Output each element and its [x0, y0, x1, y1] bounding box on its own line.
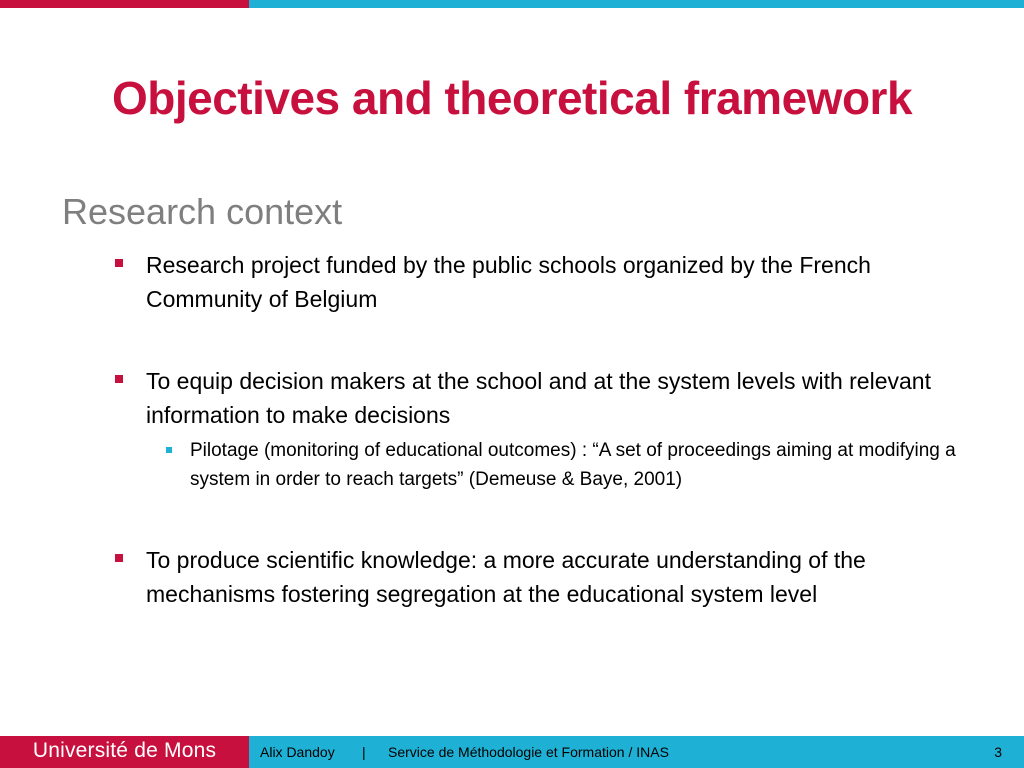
- bullet-marker-icon: [115, 259, 123, 267]
- footer-author: Alix Dandoy: [260, 744, 335, 760]
- bullet-item: Research project funded by the public schools organized by the French Community of Belgium: [146, 252, 871, 312]
- bullet-item: To produce scientific knowledge: a more accurate understanding of the mechanisms fostering segregation at the educational system level: [146, 547, 866, 607]
- top-accent-bar-blue: [249, 0, 1024, 8]
- footer-institution: Université de Mons: [32, 739, 217, 762]
- top-accent-bar-red: [0, 0, 249, 8]
- bullet-item: To equip decision makers at the school and at the system levels with relevant information to make decisions: [146, 368, 931, 428]
- page-number: 3: [994, 744, 1002, 760]
- footer-separator: |: [362, 744, 366, 760]
- sub-bullet-item: Pilotage (monitoring of educational outcomes) : “A set of proceedings aiming at modifying a system in order to reach targets” (Demeuse & Baye, 2001): [190, 440, 956, 490]
- footer-service: Service de Méthodologie et Formation / INAS: [388, 744, 669, 760]
- sub-bullet-marker-icon: [166, 447, 172, 453]
- bullet-marker-icon: [115, 375, 123, 383]
- section-heading: Research context: [62, 191, 343, 232]
- slide-title: Objectives and theoretical framework: [111, 72, 913, 124]
- bullet-marker-icon: [115, 554, 123, 562]
